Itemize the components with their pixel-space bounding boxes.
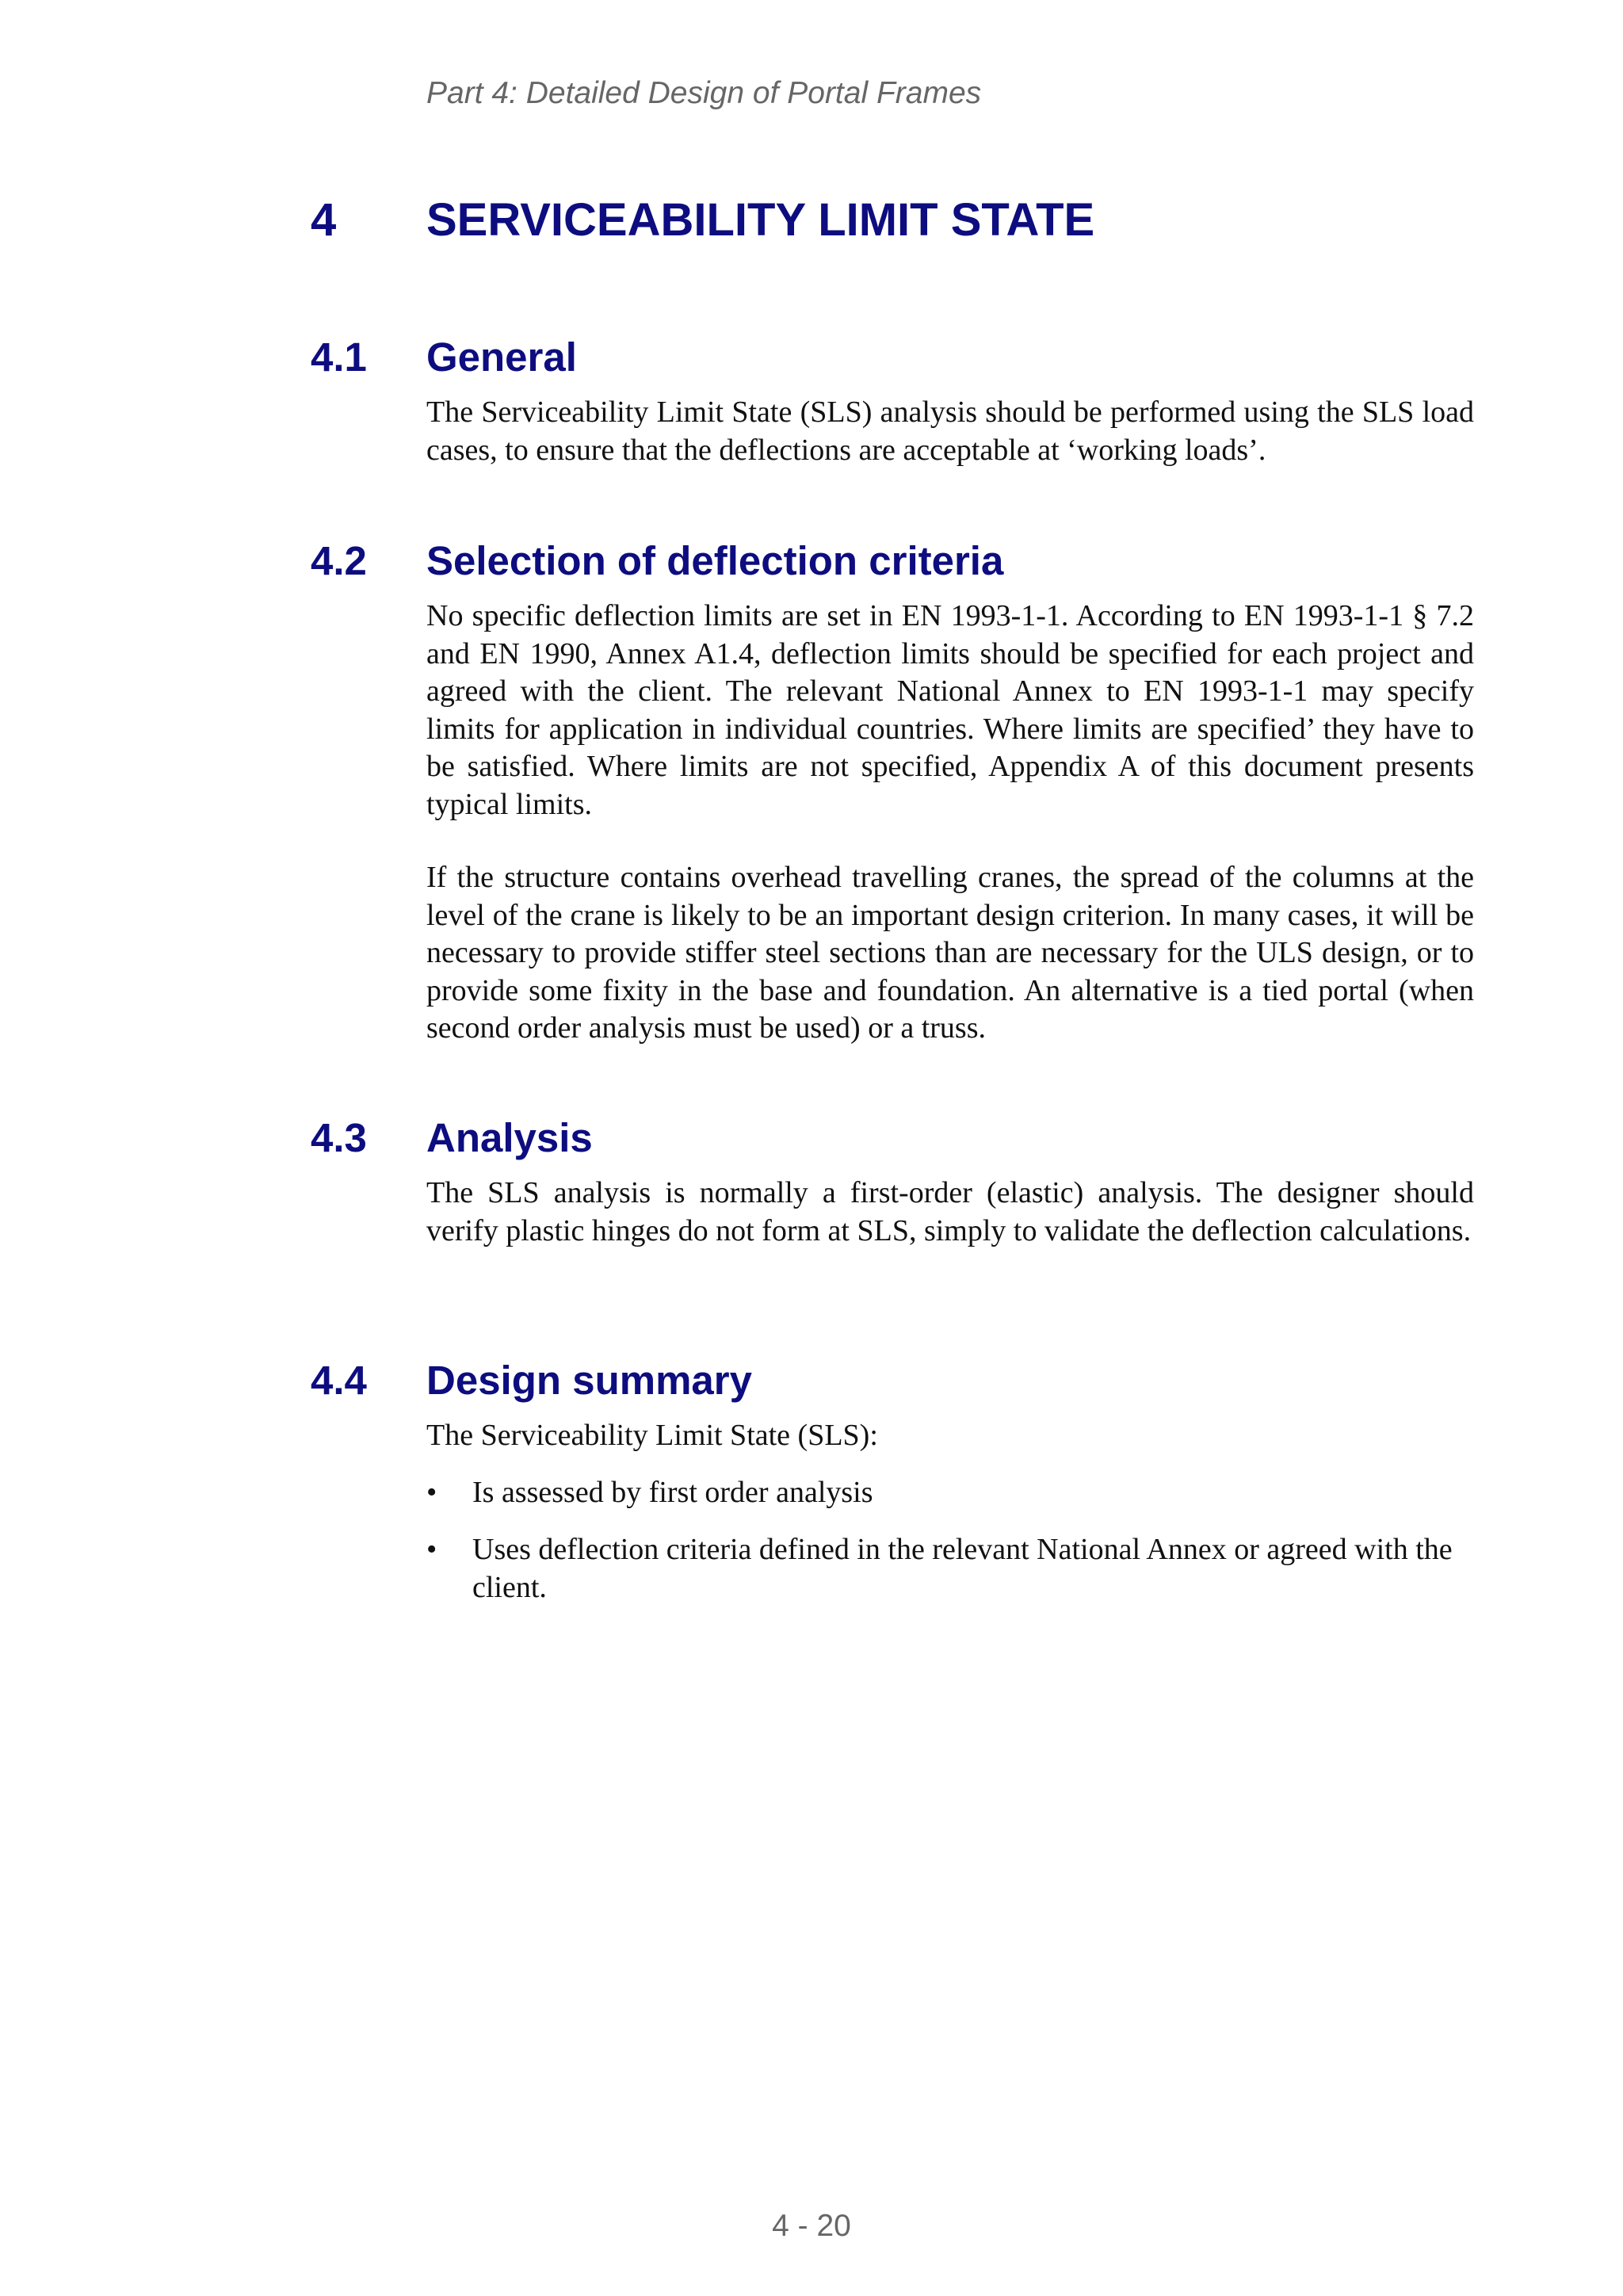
- general-paragraph: The Serviceability Limit State (SLS) analysis should be performed using the SLS load cases, to ensure that the deflections are acceptable at ‘working loads’.: [426, 395, 1474, 467]
- running-header: Part 4: Detailed Design of Portal Frames: [426, 76, 982, 110]
- page-number: 4 - 20: [772, 2209, 851, 2243]
- section-title: Design summary: [426, 1358, 752, 1403]
- list-item: [426, 1531, 1474, 1606]
- section-title: General: [426, 334, 577, 380]
- bullet-icon: •: [426, 1476, 437, 1509]
- chapter-number: 4: [311, 194, 337, 246]
- chapter-heading: [311, 193, 1094, 246]
- bullet-icon: •: [426, 1533, 437, 1566]
- design-summary-intro: The Serviceability Limit State (SLS):: [426, 1419, 878, 1452]
- section-heading-analysis: [311, 1114, 593, 1161]
- list-item-text: Uses deflection criteria defined in the relevant National Annex or agreed with the client.: [472, 1533, 1453, 1604]
- section-number: 4.3: [311, 1115, 367, 1160]
- list-item-text: Is assessed by first order analysis: [472, 1476, 873, 1509]
- deflection-criteria-paragraph-2: If the structure contains overhead travelling cranes, the spread of the columns at the level of the crane is likely to be an important design criterion. In many cases, it will be necessary to provide stiffer steel sections than are necessary for the ULS design, or to provide some fixity in the base and foundation. An alternative is a tied portal (when second order analysis must be used) or a truss.: [426, 861, 1474, 1045]
- analysis-paragraph: The SLS analysis is normally a first-order (elastic) analysis. The designer should verify plastic hinges do not form at SLS, simply to validate the deflection calculations.: [426, 1176, 1474, 1247]
- section-number: 4.2: [311, 538, 367, 583]
- section-heading-general: [311, 334, 577, 380]
- list-item: [426, 1474, 1474, 1512]
- section-heading-deflection-criteria: [311, 537, 1003, 584]
- section-number: 4.1: [311, 334, 367, 380]
- section-heading-design-summary: [311, 1357, 752, 1404]
- chapter-title: SERVICEABILITY LIMIT STATE: [426, 194, 1095, 246]
- section-title: Analysis: [426, 1115, 593, 1160]
- section-number: 4.4: [311, 1358, 367, 1403]
- deflection-criteria-paragraph-1: No specific deflection limits are set in EN 1993-1-1. According to EN 1993-1-1 § 7.2 and EN 1990, Annex A1.4, deflection limits should be specified for each project and agreed with the client. The relevant National Annex to EN 1993-1-1 may specify limits for application in individual countries. Where limits are specified’ they have to be satisfied. Where limits are not specified, Appendix A of this document presents typical limits.: [426, 599, 1474, 821]
- section-title: Selection of deflection criteria: [426, 538, 1004, 583]
